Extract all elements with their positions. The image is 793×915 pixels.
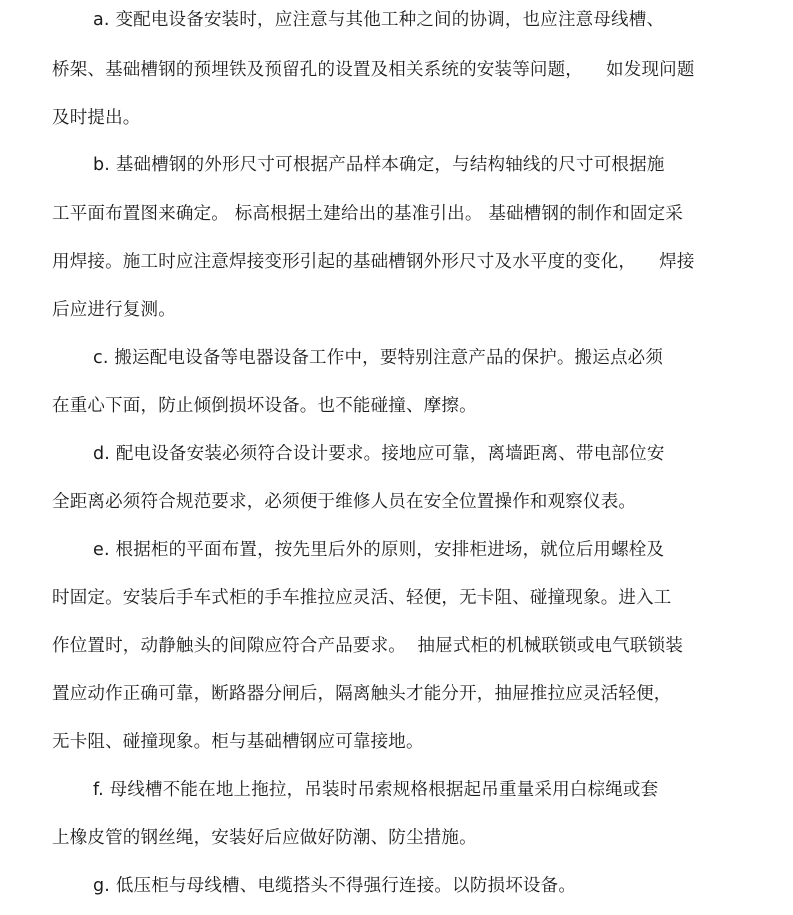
paragraph-d-line-1: d. 配电设备安装必须符合设计要求。接地应可靠，离墙距离、带电部位安 (93, 444, 665, 464)
paragraph-a-line-3: 及时提出。 (52, 108, 141, 128)
paragraph-d-line-2: 全距离必须符合规范要求，必须便于维修人员在安全位置操作和观察仪表。 (52, 492, 637, 512)
paragraph-f-line-1: f. 母线槽不能在地上拖拉，吊装时吊索规格根据起吊重量采用白棕绳或套 (93, 780, 659, 800)
paragraph-b-line-1: b. 基础槽钢的外形尺寸可根据产品样本确定，与结构轴线的尺寸可根据施 (93, 155, 665, 175)
paragraph-e-line-3: 作位置时，动静触头的间隙应符合产品要求。 抽屉式柜的机械联锁或电气联锁装 (52, 636, 684, 656)
paragraph-c-line-1: c. 搬运配电设备等电器设备工作中，要特别注意产品的保护。搬运点必须 (93, 348, 664, 368)
paragraph-g-line-1: g. 低压柜与母线槽、电缆搭头不得强行连接。以防损坏设备。 (93, 876, 577, 896)
paragraph-e-line-1: e. 根据柜的平面布置，按先里后外的原则，安排柜进场，就位后用螺栓及 (93, 540, 665, 560)
paragraph-e-line-5: 无卡阻、碰撞现象。柜与基础槽钢应可靠接地。 (52, 732, 424, 752)
paragraph-b-line-4: 后应进行复测。 (52, 300, 176, 320)
paragraph-a-line-2: 桥架、基础槽钢的预埋铁及预留孔的设置及相关系统的安装等问题， 如发现问题 (52, 60, 695, 80)
paragraph-a-line-1: a. 变配电设备安装时，应注意与其他工种之间的协调，也应注意母线槽、 (93, 10, 665, 30)
paragraph-b-line-3: 用焊接。施工时应注意焊接变形引起的基础槽钢外形尺寸及水平度的变化， 焊接 (52, 252, 695, 272)
paragraph-b-line-2: 工平面布置图来确定。 标高根据土建给出的基准引出。 基础槽钢的制作和固定采 (52, 204, 684, 224)
paragraph-e-line-2: 时固定。安装后手车式柜的手车推拉应灵活、轻便，无卡阻、碰撞现象。进入工 (52, 588, 672, 608)
paragraph-c-line-2: 在重心下面，防止倾倒损坏设备。也不能碰撞、摩擦。 (52, 396, 477, 416)
paragraph-e-line-4: 置应动作正确可靠，断路器分闸后，隔离触头才能分开，抽屉推拉应灵活轻便， (52, 684, 672, 704)
paragraph-f-line-2: 上橡皮管的钢丝绳，安装好后应做好防潮、防尘措施。 (52, 828, 477, 848)
